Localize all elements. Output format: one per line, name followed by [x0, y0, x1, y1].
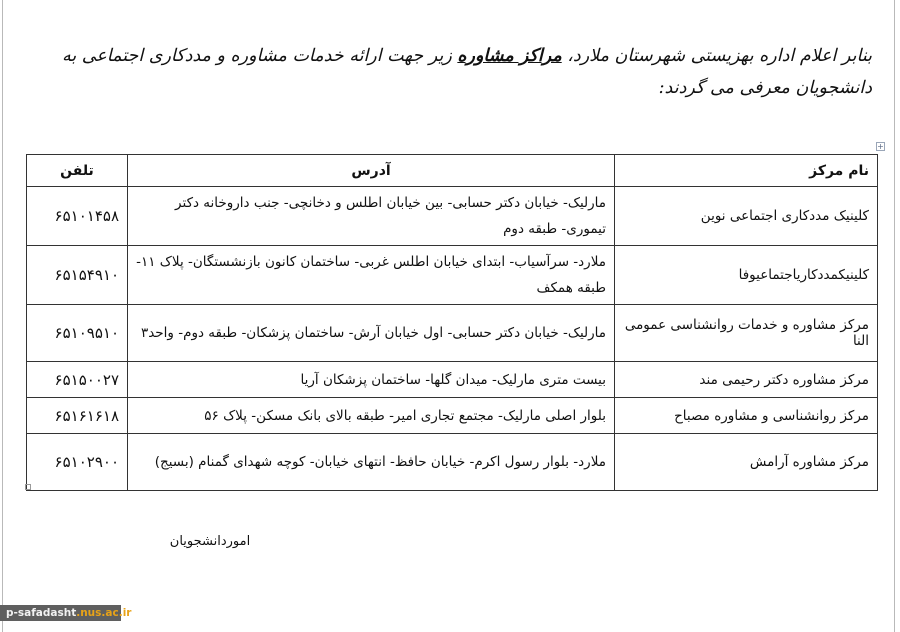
table-row	[27, 398, 878, 434]
intro-highlight: مراکز مشاوره	[457, 46, 562, 66]
center-name: کلینیک مددکاری اجتماعی نوین	[615, 187, 878, 246]
center-name: مرکز مشاوره و خدمات روانشناسی عمومی النا	[615, 305, 878, 362]
header-center-name: نام مرکز	[615, 155, 878, 187]
table-row	[27, 187, 878, 246]
intro-text-end: زیر جهت ارائه خدمات مشاوره و مددکاری اجتماعی به دانشجویان معرفی می گردند:	[61, 46, 872, 98]
table-end-marker	[25, 484, 31, 490]
center-address: مارلیک- خیابان دکتر حسابی- بین خیابان اطلس و دخانچی- جنب داروخانه دکتر تیموری- طبقه دوم	[128, 187, 615, 246]
table-header-row	[27, 155, 878, 187]
center-name: مرکز مشاوره آرامش	[615, 434, 878, 491]
watermark-prefix: p-safadasht	[6, 607, 77, 619]
table-row	[27, 434, 878, 491]
center-phone: ۶۵۱۰۱۴۵۸	[27, 187, 128, 246]
table-row	[27, 246, 878, 305]
center-address: مارلیک- خیابان دکتر حسابی- اول خیابان آرش- ساختمان پزشکان- طبقه دوم- واحد۳	[128, 305, 615, 362]
intro-text-start: بنابر اعلام اداره بهزیستی شهرستان ملارد،	[561, 46, 872, 66]
center-phone: ۶۵۱۵۴۹۱۰	[27, 246, 128, 305]
table-row	[27, 305, 878, 362]
header-address: آدرس	[128, 155, 615, 187]
center-name: مرکز روانشناسی و مشاوره مصباح	[615, 398, 878, 434]
center-phone: ۶۵۱۵۰۰۲۷	[27, 362, 128, 398]
center-name: کلینیکمددکاریاجتماعیوفا	[615, 246, 878, 305]
intro-paragraph	[30, 40, 872, 104]
center-phone: ۶۵۱۰۹۵۱۰	[27, 305, 128, 362]
site-watermark	[0, 605, 132, 621]
table-move-handle-icon[interactable]: +	[877, 142, 884, 151]
header-phone: تلفن	[27, 155, 128, 187]
center-phone: ۶۵۱۰۲۹۰۰	[27, 434, 128, 491]
footer-signature: اموردانشجویان	[169, 534, 251, 549]
center-phone: ۶۵۱۶۱۶۱۸	[27, 398, 128, 434]
watermark-domain: .nus.ac.ir	[76, 607, 132, 619]
center-address: بیست متری مارلیک- میدان گلها- ساختمان پزشکان آریا	[128, 362, 615, 398]
table-row	[27, 362, 878, 398]
center-address: بلوار اصلی مارلیک- مجتمع تجاری امیر- طبقه بالای بانک مسکن- پلاک ۵۶	[128, 398, 615, 434]
center-address: ملارد- بلوار رسول اکرم- خیابان حافظ- انتهای خیابان- کوچه شهدای گمنام (بسیج)	[128, 434, 615, 491]
center-name: مرکز مشاوره دکتر رحیمی مند	[615, 362, 878, 398]
centers-table	[26, 154, 878, 491]
center-address: ملارد- سرآسیاب- ابتدای خیابان اطلس غربی- ساختمان کانون بازنشستگان- پلاک ۱۱- طبقه همکف	[128, 246, 615, 305]
